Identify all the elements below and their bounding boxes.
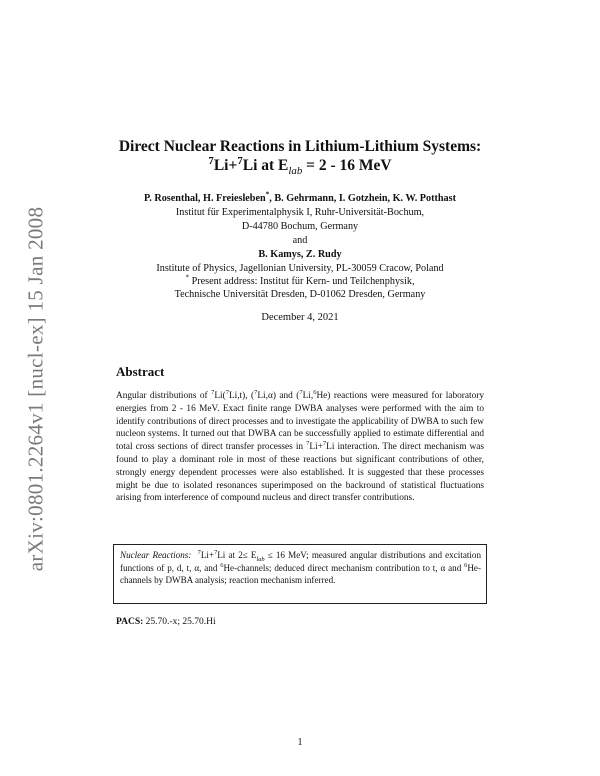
present-address-line2: Technische Universität Dresden, D-01062 Dresden, Germany — [174, 289, 426, 300]
abstract-text: Angular distributions of $^7$Li($^7$Li,t), ($^7$Li,α) and ($^7$Li,$^6$He) reactions were measured for laboratory energies from 2 - 16 MeV. Exact finite range DWBA analyses were performed with the aim to identify contributions of direct processes and to investigate the applicability of DWBA to such few nucleon systems. It turned out that DWBA can be successfully applied to estimate differential and total cross sections of direct transfer processes in $^7$Li+$^7$Li interaction. The direct mechanism was found to play a dominant role in most of these reactions but significant contributions of other, strongly energy dependent processes were also established. It is suggested that these processes might be due to isolated resonances superimposed on the backround of statistical fluctuations arising from interference of compound nucleus and direct transfer contributions. — [116, 388, 484, 504]
pacs-codes: PACS: 25.70.-x; 25.70.Hi — [116, 617, 216, 627]
affiliation-bochum-line1: Institut für Experimentalphysik I, Ruhr-Universität-Bochum, — [175, 207, 425, 218]
and-separator: and — [292, 235, 308, 246]
arxiv-identifier: arXiv:0801.2264v1 [nucl-ex] 15 Jan 2008 — [23, 206, 48, 572]
authors-group2: B. Kamys, Z. Rudy — [258, 249, 342, 260]
paper-title-line1: Direct Nuclear Reactions in Lithium-Lithium Systems: — [118, 138, 482, 155]
authors-group1: P. Rosenthal, H. Freiesleben*, B. Gehrmann, I. Gotzhein, K. W. Potthast — [143, 190, 457, 204]
affiliation-cracow: Institute of Physics, Jagellonian University, PL-30059 Cracow, Poland — [156, 263, 444, 274]
page-number: 1 — [297, 737, 303, 748]
present-address-line1: * Present address: Institut für Kern- und Teilchenphysik, — [185, 273, 415, 287]
paper-date: December 4, 2021 — [261, 312, 339, 323]
abstract-heading: Abstract — [116, 364, 165, 379]
nuclear-reactions-text: Nuclear Reactions: $^7$Li+$^7$Li at $2\le E_{lab} \le 16$ MeV; measured angular distributions and excitation functions of p, d, t, α, and $^6$He-channels; deduced direct mechanism contribution to t, α and $^6$He-channels by DWBA analysis; reaction mechanism inferred. — [120, 548, 482, 585]
affiliation-bochum-line2: D-44780 Bochum, Germany — [241, 221, 359, 232]
paper-title-line2: $^7$Li+$^7$Li at $E_{lab} = 2 - 16$ MeV — [208, 154, 392, 178]
